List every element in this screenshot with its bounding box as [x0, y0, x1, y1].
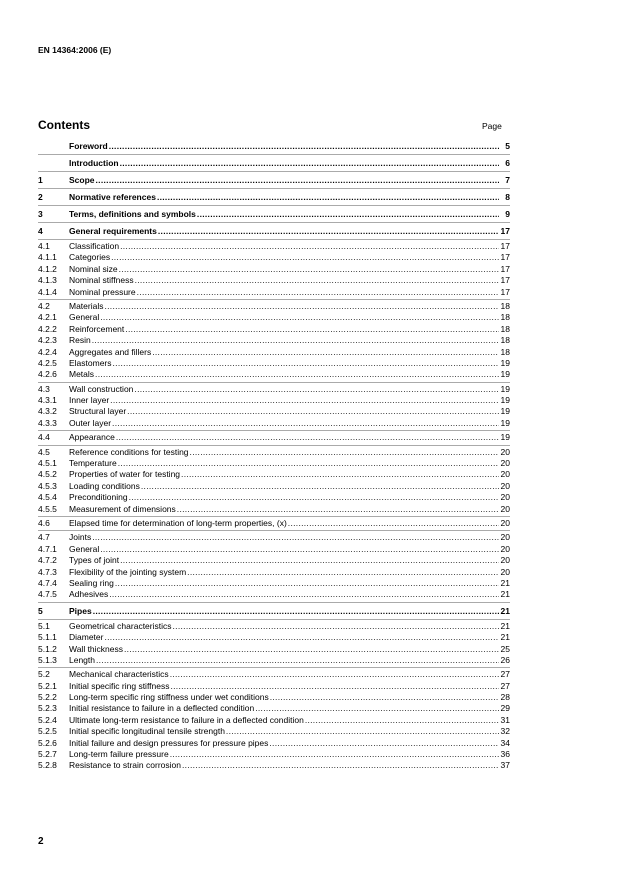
- toc-entry-page: 27: [500, 680, 510, 691]
- toc-entry[interactable]: [38, 504, 510, 515]
- toc-entry-title: Inner layer: [69, 395, 110, 406]
- toc-entry-page: 7: [505, 175, 510, 185]
- toc-entry-page: 20: [500, 492, 510, 503]
- toc-section: [38, 239, 510, 299]
- toc-entry-title: Initial resistance to failure in a deflected condition: [69, 703, 255, 714]
- dot-leader: [152, 347, 499, 358]
- dot-leader: [110, 395, 499, 406]
- dot-leader: [141, 481, 499, 492]
- toc-entry[interactable]: [38, 760, 510, 771]
- toc-entry-number: 4.2.5: [38, 357, 57, 368]
- toc-entry-page: 17: [500, 286, 510, 297]
- toc-entry-title: Long-term specific ring stiffness under wet conditions: [69, 692, 269, 703]
- toc-entry-page: 5: [505, 141, 510, 151]
- toc-entry[interactable]: [38, 492, 510, 503]
- toc-entry-page: 20: [500, 543, 510, 554]
- toc-entry-number: 4.7.5: [38, 589, 57, 600]
- toc-entry-title: Materials: [69, 300, 104, 311]
- toc-section: [38, 154, 510, 171]
- toc-entry-page: 20: [500, 503, 510, 514]
- toc-entry-title: Nominal pressure: [69, 286, 136, 297]
- toc-entry-title: Reinforcement: [69, 323, 125, 334]
- toc-entry-number: 5.1.1: [38, 632, 57, 643]
- toc-entry-title: Diameter: [69, 632, 104, 643]
- toc-section: [38, 516, 510, 530]
- toc-entry-number: 4.5.1: [38, 458, 57, 469]
- toc-entry-page: 36: [500, 749, 510, 760]
- toc-entry-title: Reference conditions for testing: [69, 446, 189, 457]
- toc-entry-number: 5.1: [38, 620, 50, 631]
- dot-leader: [127, 406, 499, 417]
- toc-section: [38, 445, 510, 516]
- dot-leader: [173, 621, 499, 632]
- toc-entry-page: 21: [500, 620, 510, 631]
- toc-entry-page: 17: [500, 226, 510, 236]
- toc-entry-title: Nominal stiffness: [69, 275, 134, 286]
- toc-entry-page: 20: [500, 517, 510, 528]
- dot-leader: [177, 504, 499, 515]
- toc-entry-number: 5.2.5: [38, 726, 57, 737]
- toc-entry-number: [38, 139, 69, 153]
- toc-section: [38, 382, 510, 431]
- toc-entry-title: Appearance: [69, 432, 115, 443]
- dot-leader: [182, 760, 499, 771]
- toc-entry-title: Scope: [69, 175, 95, 185]
- toc-entry-title: Elapsed time for determination of long-term properties, (x): [69, 517, 287, 528]
- toc-section: [38, 171, 510, 188]
- toc-entry[interactable]: [38, 518, 510, 529]
- dot-leader: [158, 224, 499, 238]
- toc-entry-title: Initial failure and design pressures for pressure pipes: [69, 737, 269, 748]
- dot-leader: [134, 384, 499, 395]
- toc-entry-number: 5.2: [38, 669, 50, 680]
- toc-entry-number: 2: [38, 192, 43, 202]
- dot-leader: [119, 264, 499, 275]
- toc-entry-title: Sealing ring: [69, 577, 114, 588]
- toc-entry[interactable]: [38, 395, 510, 406]
- toc-entry-number: 4.7.4: [38, 577, 57, 588]
- contents-title: Contents: [38, 118, 90, 132]
- toc-entry-number: 4.1.1: [38, 252, 57, 263]
- toc-entry-page: 19: [500, 406, 510, 417]
- toc-entry-number: 4.1: [38, 241, 50, 251]
- dot-leader: [170, 749, 499, 760]
- toc-entry-number: 1: [38, 175, 43, 185]
- dot-leader: [187, 567, 499, 578]
- toc-entry-title: Temperature: [69, 458, 117, 469]
- table-of-contents: [38, 138, 510, 773]
- toc-entry[interactable]: [38, 681, 510, 692]
- toc-entry-number: 5.2.1: [38, 680, 57, 691]
- dot-leader: [190, 447, 499, 458]
- toc-entry[interactable]: [38, 312, 510, 323]
- toc-entry-number: 4.2.6: [38, 369, 57, 380]
- toc-section: [38, 205, 510, 222]
- dot-leader: [270, 692, 499, 703]
- toc-entry-title: Elastomers: [69, 357, 112, 368]
- toc-entry-title: Normative references: [69, 192, 156, 202]
- dot-leader: [109, 589, 499, 600]
- dot-leader: [255, 703, 499, 714]
- toc-entry-number: 4.5.4: [38, 492, 57, 503]
- toc-entry[interactable]: [38, 224, 510, 238]
- toc-entry-title: Preconditioning: [69, 492, 128, 503]
- toc-entry-page: 19: [500, 395, 510, 406]
- page-column-label: Page: [482, 121, 502, 131]
- toc-entry[interactable]: [38, 287, 510, 298]
- toc-entry-title: Resistance to strain corrosion: [69, 760, 181, 771]
- dot-leader: [92, 335, 499, 346]
- toc-section: [38, 530, 510, 601]
- dot-leader: [112, 418, 499, 429]
- toc-entry-page: 20: [500, 566, 510, 577]
- toc-entry-title: Aggregates and fillers: [69, 346, 152, 357]
- toc-entry[interactable]: [38, 655, 510, 666]
- toc-entry-page: 9: [505, 209, 510, 219]
- dot-leader: [104, 301, 499, 312]
- toc-entry-number: 5.1.3: [38, 654, 57, 665]
- toc-entry-number: 4.3.2: [38, 406, 57, 417]
- toc-entry[interactable]: [38, 621, 510, 632]
- toc-entry-number: 5.2.4: [38, 714, 57, 725]
- toc-entry-number: 4.1.4: [38, 286, 57, 297]
- toc-entry-number: 4.2.2: [38, 323, 57, 334]
- toc-entry-title: Initial specific longitudinal tensile strength: [69, 726, 225, 737]
- toc-entry[interactable]: [38, 241, 510, 252]
- dot-leader: [100, 312, 499, 323]
- toc-entry[interactable]: [38, 347, 510, 358]
- toc-entry-number: 4.2: [38, 300, 50, 311]
- toc-entry-number: 5: [38, 605, 43, 616]
- toc-entry[interactable]: [38, 544, 510, 555]
- toc-section: [38, 602, 510, 619]
- dot-leader: [135, 275, 499, 286]
- toc-entry[interactable]: [38, 604, 510, 618]
- toc-entry[interactable]: [38, 669, 510, 680]
- toc-entry-number: 4.7.2: [38, 555, 57, 566]
- toc-entry-title: Structural layer: [69, 406, 127, 417]
- document-header: EN 14364:2006 (E): [38, 45, 112, 55]
- toc-entry[interactable]: [38, 481, 510, 492]
- toc-entry-page: 19: [500, 383, 510, 394]
- dot-leader: [96, 173, 499, 187]
- dot-leader: [124, 644, 499, 655]
- toc-entry-number: 4.1.2: [38, 263, 57, 274]
- dot-leader: [116, 432, 499, 443]
- toc-entry-page: 20: [500, 555, 510, 566]
- toc-entry-number: 4.1.3: [38, 275, 57, 286]
- toc-entry-page: 20: [500, 532, 510, 543]
- dot-leader: [96, 655, 499, 666]
- dot-leader: [95, 369, 499, 380]
- toc-entry-page: 21: [500, 605, 510, 616]
- toc-entry[interactable]: [38, 567, 510, 578]
- toc-entry[interactable]: [38, 469, 510, 480]
- toc-entry-number: [38, 156, 69, 170]
- toc-entry-number: 4.3.3: [38, 417, 57, 428]
- toc-entry-number: 5.1.2: [38, 643, 57, 654]
- toc-section: [38, 430, 510, 444]
- toc-section: [38, 619, 510, 668]
- toc-entry[interactable]: [38, 156, 510, 170]
- toc-entry-page: 28: [500, 692, 510, 703]
- toc-entry[interactable]: [38, 406, 510, 417]
- toc-entry-page: 26: [500, 654, 510, 665]
- toc-entry-page: 17: [500, 252, 510, 263]
- toc-entry-number: 4.2.3: [38, 335, 57, 346]
- toc-entry-title: Foreword: [69, 141, 108, 151]
- dot-leader: [104, 632, 499, 643]
- toc-entry-title: General requirements: [69, 226, 157, 236]
- toc-entry-page: 21: [500, 577, 510, 588]
- toc-entry-number: 4.7: [38, 532, 50, 543]
- toc-entry-page: 21: [500, 632, 510, 643]
- dot-leader: [197, 207, 499, 221]
- toc-entry[interactable]: [38, 715, 510, 726]
- dot-leader: [92, 532, 499, 543]
- toc-entry[interactable]: [38, 358, 510, 369]
- dot-leader: [113, 358, 499, 369]
- toc-entry-page: 20: [500, 446, 510, 457]
- toc-entry-number: 5.2.7: [38, 749, 57, 760]
- toc-entry-title: Outer layer: [69, 417, 112, 428]
- toc-entry[interactable]: [38, 749, 510, 760]
- toc-entry[interactable]: [38, 555, 510, 566]
- toc-entry-title: Long-term failure pressure: [69, 749, 169, 760]
- toc-entry-number: 4.4: [38, 432, 50, 443]
- page-number: 2: [38, 836, 44, 847]
- toc-entry-page: 32: [500, 726, 510, 737]
- toc-section: [38, 667, 510, 773]
- toc-entry-number: 4.5: [38, 446, 50, 457]
- dot-leader: [288, 518, 499, 529]
- toc-entry-title: Properties of water for testing: [69, 469, 181, 480]
- toc-entry[interactable]: [38, 207, 510, 221]
- toc-entry-page: 18: [500, 300, 510, 311]
- toc-entry-page: 27: [500, 669, 510, 680]
- toc-entry-title: Wall thickness: [69, 643, 124, 654]
- toc-entry[interactable]: [38, 190, 510, 204]
- toc-entry[interactable]: [38, 458, 510, 469]
- toc-entry-page: 37: [500, 760, 510, 771]
- toc-entry-page: 21: [500, 589, 510, 600]
- toc-entry-number: 4.5.5: [38, 503, 57, 514]
- toc-entry-page: 19: [500, 369, 510, 380]
- toc-entry-page: 29: [500, 703, 510, 714]
- toc-entry-title: Resin: [69, 335, 91, 346]
- dot-leader: [120, 156, 499, 170]
- toc-entry[interactable]: [38, 369, 510, 380]
- toc-entry-page: 17: [500, 275, 510, 286]
- toc-entry[interactable]: [38, 418, 510, 429]
- toc-entry-page: 6: [505, 158, 510, 168]
- toc-entry[interactable]: [38, 324, 510, 335]
- toc-entry[interactable]: [38, 384, 510, 395]
- toc-entry-number: 4.2.1: [38, 312, 57, 323]
- toc-entry-page: 34: [500, 737, 510, 748]
- toc-entry-number: 4: [38, 226, 43, 236]
- dot-leader: [115, 578, 499, 589]
- toc-entry-page: 19: [500, 417, 510, 428]
- toc-entry-title: Length: [69, 654, 95, 665]
- toc-entry[interactable]: [38, 432, 510, 443]
- toc-entry-number: 5.2.3: [38, 703, 57, 714]
- toc-entry-title: Nominal size: [69, 263, 118, 274]
- toc-entry-title: Initial specific ring stiffness: [69, 680, 170, 691]
- toc-entry-title: Ultimate long-term resistance to failure in a deflected condition: [69, 714, 304, 725]
- toc-entry-title: Introduction: [69, 158, 119, 168]
- toc-entry-title: Loading conditions: [69, 480, 140, 491]
- toc-entry-title: Pipes: [69, 605, 92, 616]
- toc-entry-title: Geometrical characteristics: [69, 620, 172, 631]
- toc-entry-title: Metals: [69, 369, 95, 380]
- toc-section: [38, 138, 510, 154]
- toc-entry[interactable]: [38, 252, 510, 263]
- toc-entry-title: Types of joint: [69, 555, 120, 566]
- toc-entry-number: 4.3.1: [38, 395, 57, 406]
- toc-entry-title: Classification: [69, 241, 120, 251]
- toc-entry-title: Terms, definitions and symbols: [69, 209, 196, 219]
- toc-entry-title: General: [69, 543, 100, 554]
- toc-entry-number: 3: [38, 209, 43, 219]
- dot-leader: [170, 681, 499, 692]
- dot-leader: [170, 669, 499, 680]
- toc-section: [38, 188, 510, 205]
- toc-entry-number: 4.2.4: [38, 346, 57, 357]
- toc-entry[interactable]: [38, 275, 510, 286]
- toc-entry-page: 31: [500, 714, 510, 725]
- toc-entry-number: 4.7.1: [38, 543, 57, 554]
- toc-entry-page: 17: [500, 263, 510, 274]
- toc-entry[interactable]: [38, 632, 510, 643]
- dot-leader: [109, 139, 499, 153]
- toc-entry-title: Wall construction: [69, 383, 134, 394]
- dot-leader: [120, 241, 499, 252]
- toc-entry-page: 19: [500, 357, 510, 368]
- toc-entry-title: General: [69, 312, 100, 323]
- dot-leader: [269, 738, 499, 749]
- dot-leader: [157, 190, 499, 204]
- toc-entry[interactable]: [38, 447, 510, 458]
- toc-entry[interactable]: [38, 692, 510, 703]
- toc-entry[interactable]: [38, 738, 510, 749]
- dot-leader: [137, 287, 499, 298]
- toc-entry-page: 18: [500, 346, 510, 357]
- toc-entry[interactable]: [38, 335, 510, 346]
- toc-entry-page: 20: [500, 458, 510, 469]
- toc-entry[interactable]: [38, 589, 510, 600]
- toc-entry-title: Adhesives: [69, 589, 109, 600]
- toc-entry-number: 4.7.3: [38, 566, 57, 577]
- toc-section: [38, 299, 510, 382]
- toc-entry-page: 20: [500, 480, 510, 491]
- dot-leader: [93, 604, 499, 618]
- dot-leader: [226, 726, 499, 737]
- dot-leader: [181, 469, 499, 480]
- toc-entry-title: Joints: [69, 532, 92, 543]
- toc-entry-number: 4.3: [38, 383, 50, 394]
- toc-entry-number: 5.2.6: [38, 737, 57, 748]
- toc-entry-page: 25: [500, 643, 510, 654]
- dot-leader: [305, 715, 499, 726]
- toc-entry-page: 19: [500, 432, 510, 443]
- toc-entry-page: 18: [500, 323, 510, 334]
- toc-entry[interactable]: [38, 703, 510, 714]
- dot-leader: [118, 458, 499, 469]
- toc-entry-page: 8: [505, 192, 510, 202]
- dot-leader: [111, 252, 499, 263]
- dot-leader: [100, 544, 499, 555]
- toc-entry-page: 20: [500, 469, 510, 480]
- toc-entry[interactable]: [38, 301, 510, 312]
- toc-entry[interactable]: [38, 173, 510, 187]
- toc-entry-number: 5.2.2: [38, 692, 57, 703]
- toc-entry[interactable]: [38, 264, 510, 275]
- toc-entry-number: 4.5.2: [38, 469, 57, 480]
- toc-entry-title: Measurement of dimensions: [69, 503, 176, 514]
- toc-entry[interactable]: [38, 578, 510, 589]
- toc-entry-title: Flexibility of the jointing system: [69, 566, 187, 577]
- toc-entry[interactable]: [38, 644, 510, 655]
- toc-entry-number: 5.2.8: [38, 760, 57, 771]
- toc-entry-number: 4.5.3: [38, 480, 57, 491]
- toc-entry-title: Mechanical characteristics: [69, 669, 169, 680]
- toc-entry-page: 18: [500, 312, 510, 323]
- toc-entry[interactable]: [38, 532, 510, 543]
- toc-entry-number: 4.6: [38, 517, 50, 528]
- dot-leader: [120, 555, 499, 566]
- toc-entry[interactable]: [38, 139, 510, 153]
- toc-entry-page: 17: [500, 241, 510, 251]
- dot-leader: [129, 492, 499, 503]
- toc-entry-page: 18: [500, 335, 510, 346]
- toc-entry[interactable]: [38, 726, 510, 737]
- toc-section: [38, 222, 510, 239]
- toc-entry-title: Categories: [69, 252, 111, 263]
- dot-leader: [125, 324, 499, 335]
